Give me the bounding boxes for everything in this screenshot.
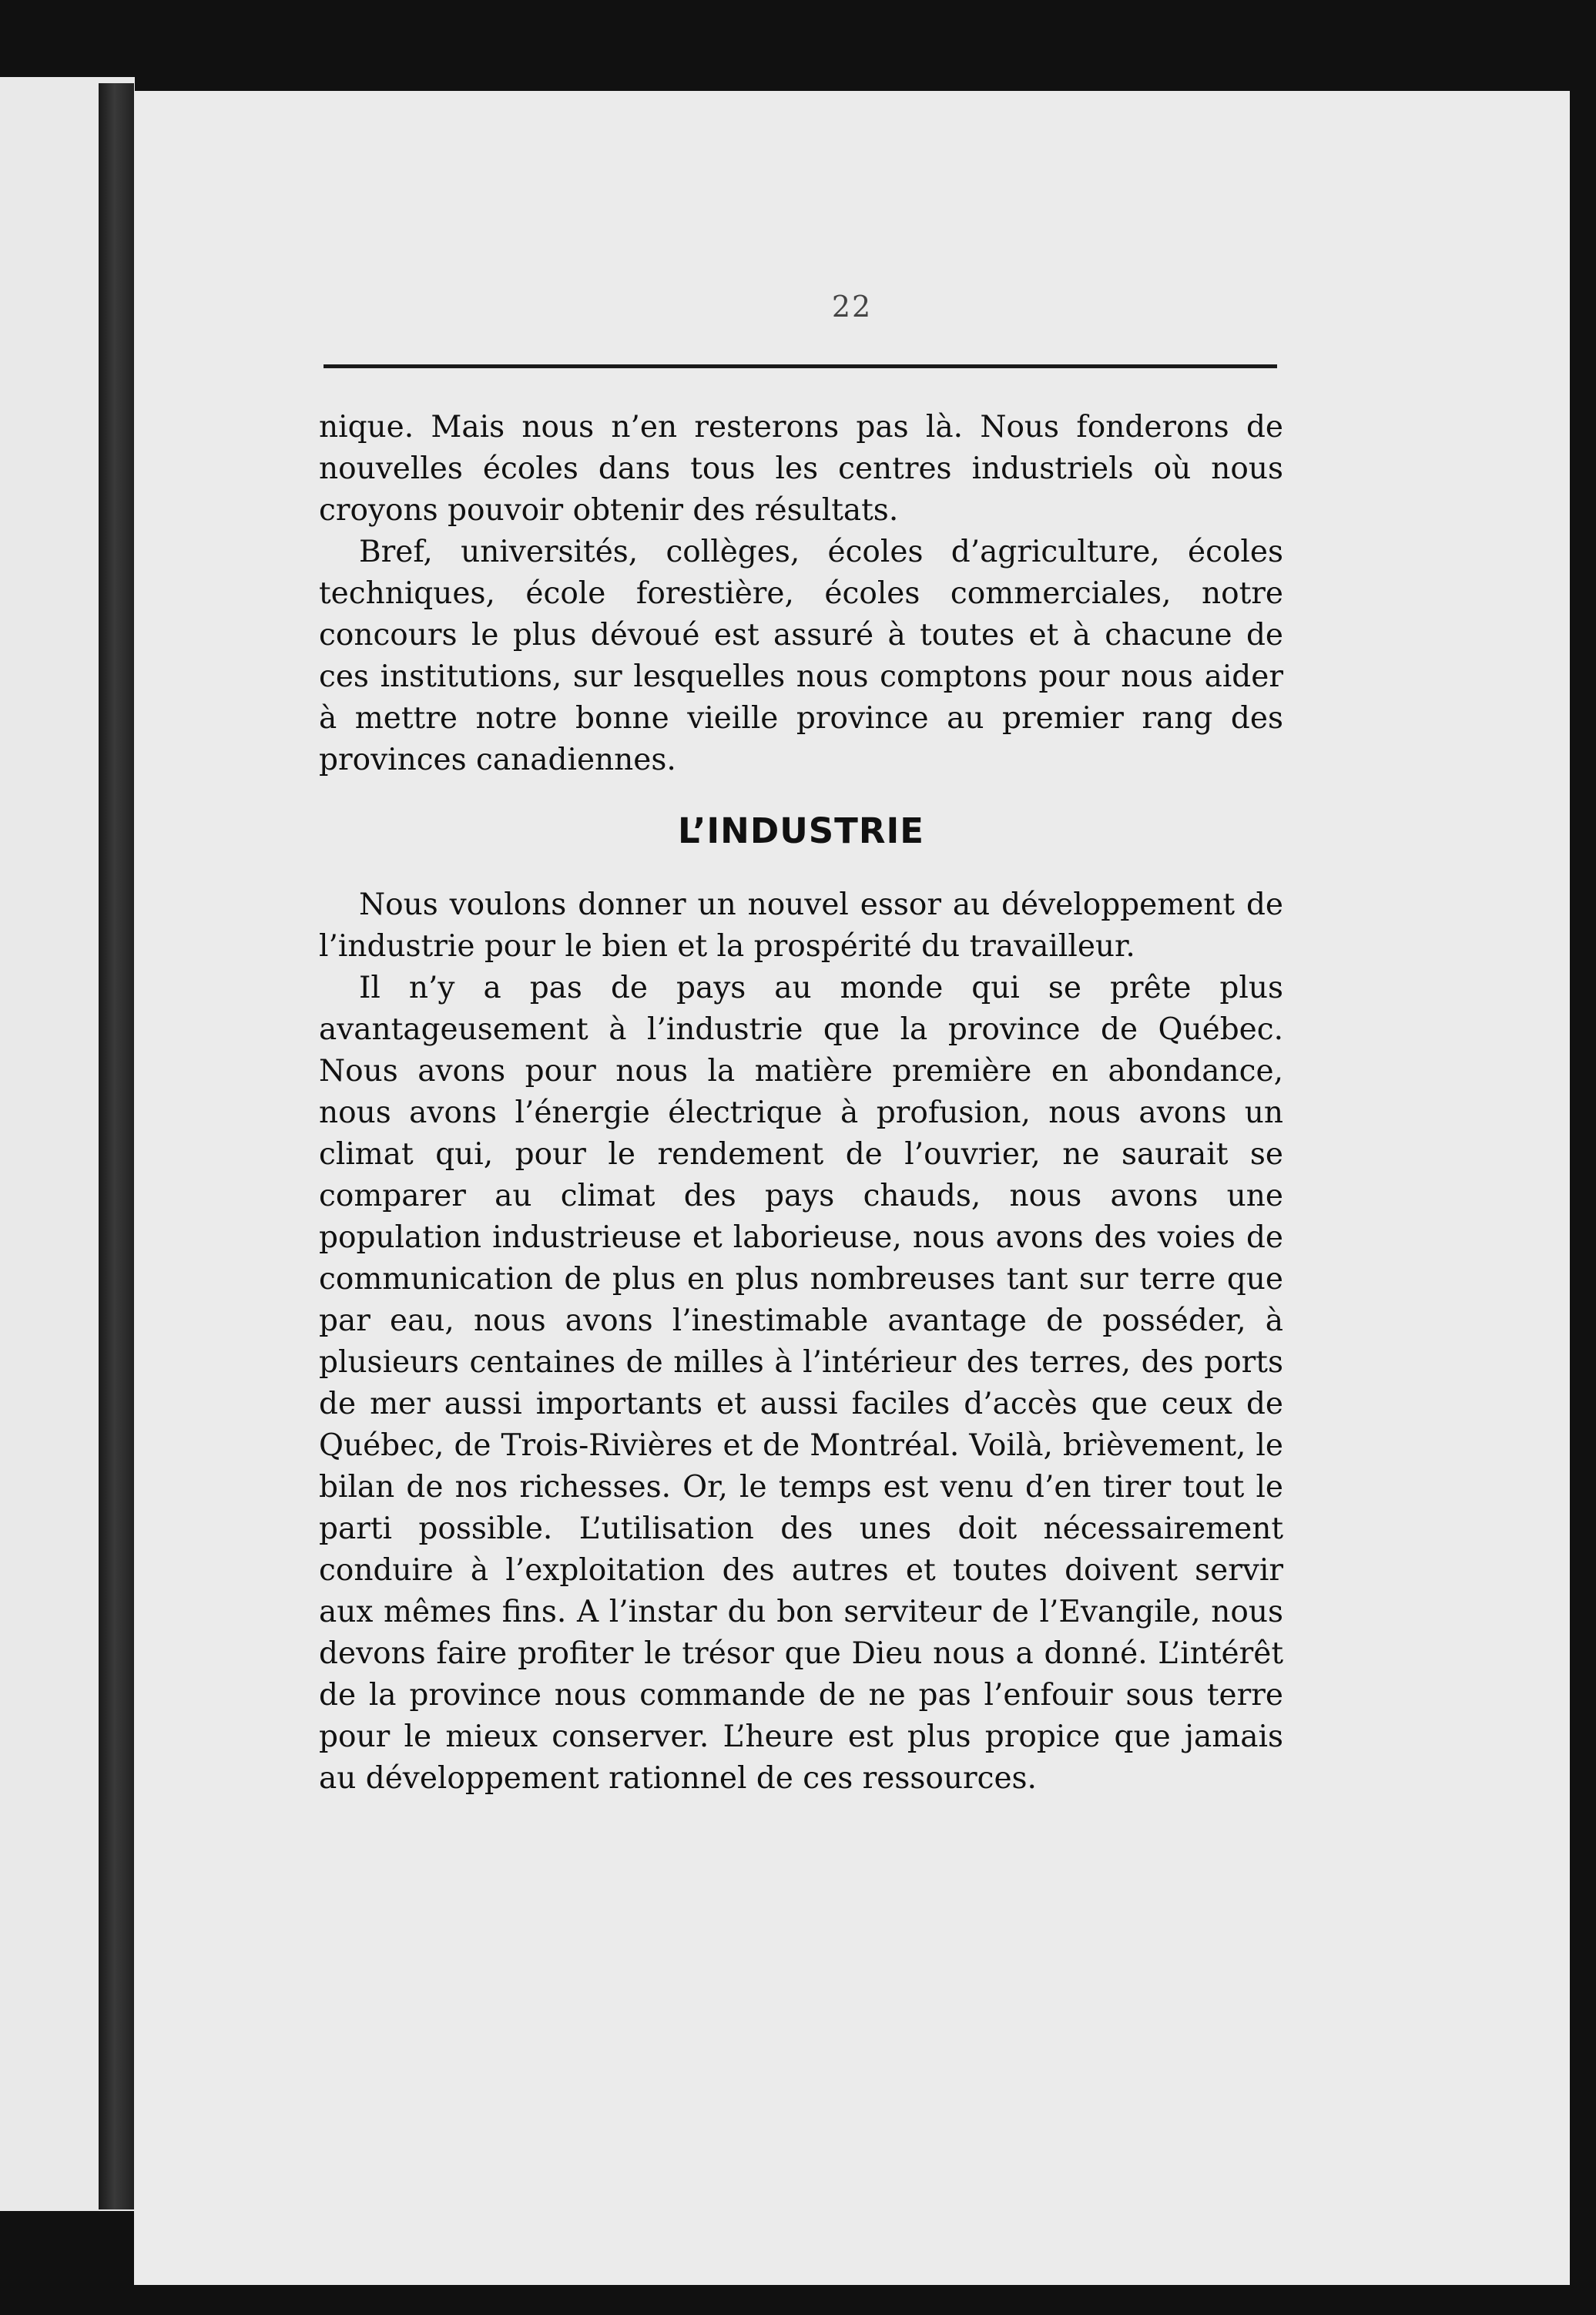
page-number: 22 — [831, 290, 873, 324]
header-rule — [324, 364, 1277, 368]
book-page — [134, 91, 1570, 2285]
paragraph-industry-intro: Nous voulons donner un nouvel essor au développement de l’industrie pour le bien et la prospérité du travailleur. — [319, 887, 1283, 964]
text-body — [319, 407, 1283, 1800]
section-heading: L’INDUSTRIE — [678, 810, 924, 851]
paragraph-industry-resources: Il n’y a pas de pays au monde qui se prête plus avantageusement à l’industrie que la province de Québec. Nous avons pour nous la matière première en abondance, nous avons l’énergie électrique à profusion, nous avons un climat qui, pour le rendement de l’ouvrier, ne saurait se comparer au climat des pays chauds, nous avons une population industrieuse et laborieuse, nous avons des voies de communication de plus en plus nombreuses tant sur terre que par eau, nous avons l’inestimable avantage de posséder, à plusieurs centaines de milles à l’intérieur des terres, des ports de mer aussi importants et aussi faciles d’accès que ceux de Québec, de Trois-Rivières et de Montréal. Voilà, brièvement, le bilan de nos richesses. Or, le temps est venu d’en tirer tout le parti possible. L’utilisation des unes doit nécessairement conduire à l’exploitation des autres et toutes doivent servir aux mêmes fins. A l’instar du bon serviteur de l’Evangile, nous devons faire profiter le trésor que Dieu nous a donné. L’intérêt de la province nous commande de ne pas l’enfouir sous terre pour le mieux conserver. L’heure est plus propice que jamais au développement rationnel de ces ressources. — [319, 971, 1283, 1796]
paragraph-continuation: nique. Mais nous n’en resterons pas là. Nous fonderons de nouvelles écoles dans tous les centres industriels où nous croyons pouvoir obtenir des résultats. — [319, 410, 1283, 528]
book-spine — [99, 83, 134, 2209]
paragraph-universities: Bref, universités, collèges, écoles d’agriculture, écoles techniques, école forestière, écoles commerciales, notre concours le plus dévoué est assuré à toutes et à chacune de ces institutions, sur lesquelles nous comptons pour nous aider à mettre notre bonne vieille province au premier rang des provinces canadiennes. — [319, 535, 1283, 777]
